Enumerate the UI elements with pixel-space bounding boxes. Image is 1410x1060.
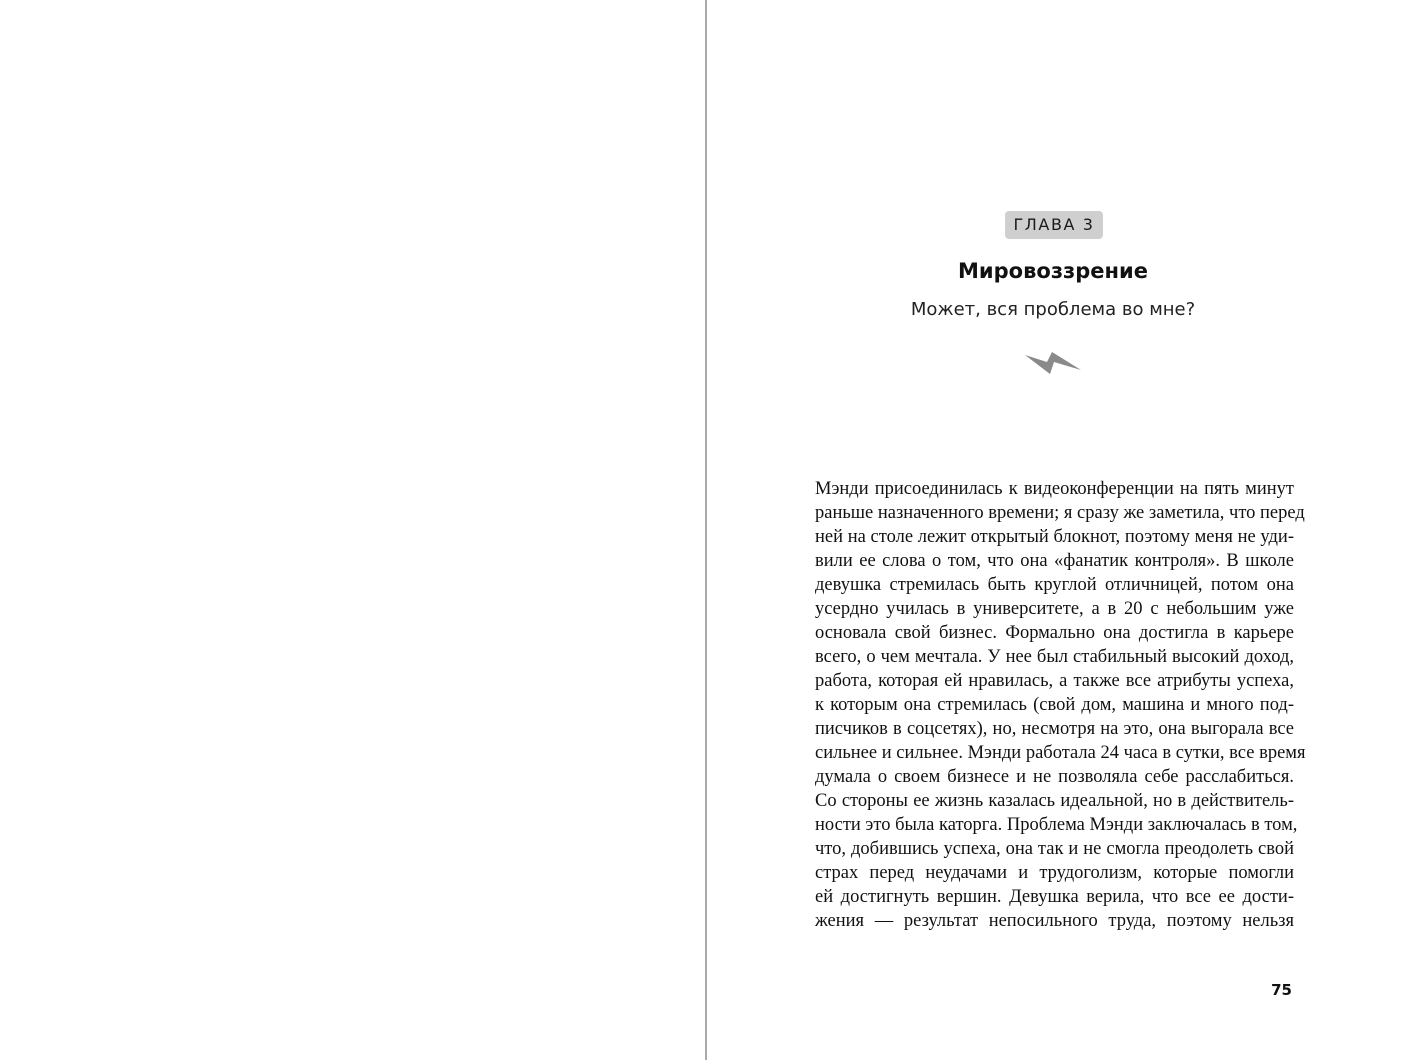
lightning-bolt-icon (1023, 346, 1083, 376)
body-line: к которым она стремилась (свой дом, машина и много под- (815, 695, 1294, 715)
lightning-bolt-shape (1025, 352, 1081, 374)
body-line: работа, которая ей нравилась, а также все атрибуты успеха, (815, 671, 1294, 691)
body-line: девушка стремилась быть круглой отличницей, потом она (815, 575, 1294, 595)
chapter-subtitle: Может, вся проблема во мне? (910, 299, 1196, 320)
body-line: вили ее слова о том, что она «фанатик контроля». В школе (815, 551, 1294, 571)
body-line: думала о своем бизнесе и не позволяла себе расслабиться. (815, 767, 1294, 787)
body-line: ности это была каторга. Проблема Мэнди заключалась в том, (815, 815, 1298, 835)
body-line: раньше назначенного времени; я сразу же заметила, что перед (815, 503, 1305, 523)
body-line: что, добившись успеха, она так и не смогла преодолеть свой (815, 839, 1294, 859)
page-number: 75 (1271, 981, 1292, 999)
body-line: всего, о чем мечтала. У нее был стабильный высокий доход, (815, 647, 1294, 667)
body-line: Мэнди присоединилась к видеоконференции на пять минут (815, 479, 1294, 499)
body-line: Со стороны ее жизнь казалась идеальной, но в действитель- (815, 791, 1294, 811)
chapter-label-badge: ГЛАВА 3 (1005, 211, 1103, 239)
body-line: сильнее и сильнее. Мэнди работала 24 часа в сутки, все время (815, 743, 1306, 763)
body-line: жения — результат непосильного труда, поэтому нельзя (815, 911, 1294, 931)
right-page (707, 0, 1410, 1060)
body-line: ей достигнуть вершин. Девушка верила, что все ее дости- (815, 887, 1294, 907)
body-line: писчиков в соцсетях), но, несмотря на это, она выгорала все (815, 719, 1294, 739)
chapter-title: Мировоззрение (958, 259, 1148, 283)
body-line: ней на столе лежит открытый блокнот, поэтому меня не уди- (815, 527, 1294, 547)
body-text (815, 477, 1306, 933)
body-line: усердно училась в университете, а в 20 с небольшим уже (815, 599, 1294, 619)
body-line: страх перед неудачами и трудоголизм, которые помогли (815, 863, 1294, 883)
body-line: основала свой бизнес. Формально она достигла в карьере (815, 623, 1294, 643)
